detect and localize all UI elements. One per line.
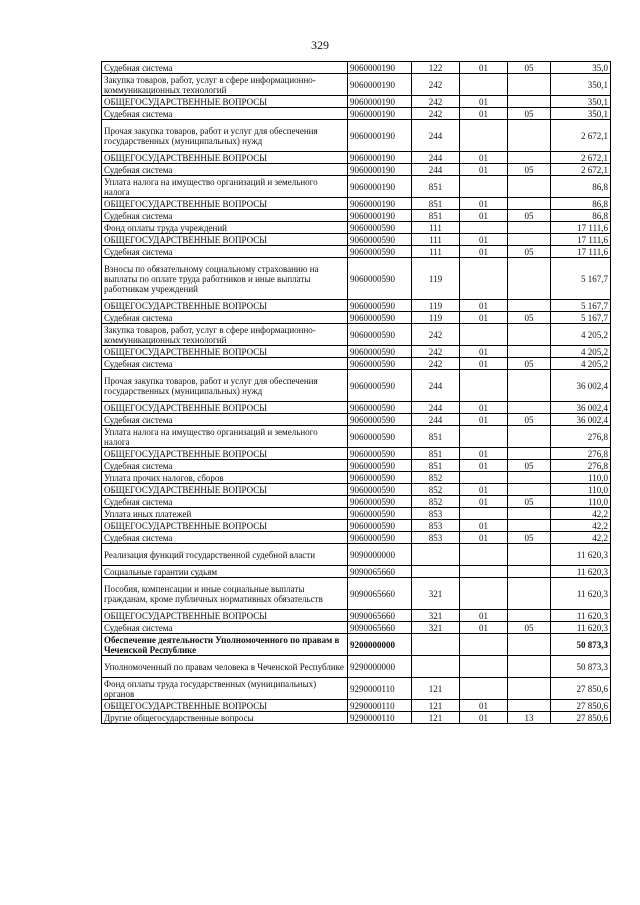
table-row bbox=[102, 610, 611, 622]
row-expense-type-cell: 321 bbox=[412, 610, 460, 622]
row-target-code-cell: 9060000190 bbox=[348, 62, 412, 74]
row-target-code-cell: 9090065660 bbox=[348, 578, 412, 610]
row-target-code-cell: 9060000190 bbox=[348, 120, 412, 152]
row-subsection-cell bbox=[508, 634, 551, 656]
table-row bbox=[102, 532, 611, 544]
row-amount-cell: 27 850,6 bbox=[551, 678, 611, 700]
row-expense-type-cell: 119 bbox=[412, 300, 460, 312]
row-target-code-cell: 9290000000 bbox=[348, 656, 412, 678]
row-section-cell: 01 bbox=[460, 234, 508, 246]
table-row bbox=[102, 448, 611, 460]
row-amount-cell: 2 672,1 bbox=[551, 164, 611, 176]
row-subsection-cell bbox=[508, 74, 551, 96]
row-name-cell: Судебная система bbox=[102, 164, 348, 176]
row-amount-cell: 86,8 bbox=[551, 176, 611, 198]
row-target-code-cell: 9060000190 bbox=[348, 164, 412, 176]
row-name-cell: ОБЩЕГОСУДАРСТВЕННЫЕ ВОПРОСЫ bbox=[102, 610, 348, 622]
table-row bbox=[102, 300, 611, 312]
row-expense-type-cell: 242 bbox=[412, 96, 460, 108]
table-row bbox=[102, 370, 611, 402]
row-section-cell: 01 bbox=[460, 622, 508, 634]
row-subsection-cell bbox=[508, 370, 551, 402]
row-subsection-cell: 05 bbox=[508, 460, 551, 472]
row-target-code-cell: 9060000590 bbox=[348, 370, 412, 402]
row-amount-cell: 110,0 bbox=[551, 496, 611, 508]
row-expense-type-cell: 244 bbox=[412, 414, 460, 426]
row-section-cell: 01 bbox=[460, 712, 508, 724]
row-amount-cell: 35,0 bbox=[551, 62, 611, 74]
row-target-code-cell: 9060000590 bbox=[348, 532, 412, 544]
row-expense-type-cell: 122 bbox=[412, 62, 460, 74]
row-section-cell: 01 bbox=[460, 460, 508, 472]
row-amount-cell: 11 620,3 bbox=[551, 622, 611, 634]
row-target-code-cell: 9060000590 bbox=[348, 346, 412, 358]
row-subsection-cell bbox=[508, 508, 551, 520]
table-row bbox=[102, 198, 611, 210]
row-subsection-cell bbox=[508, 448, 551, 460]
row-expense-type-cell: 111 bbox=[412, 222, 460, 234]
row-name-cell: Прочая закупка товаров, работ и услуг для обеспечения государственных (муниципальных) нужд bbox=[102, 370, 348, 402]
table-row bbox=[102, 544, 611, 566]
row-target-code-cell: 9060000190 bbox=[348, 198, 412, 210]
row-expense-type-cell: 242 bbox=[412, 74, 460, 96]
row-subsection-cell: 05 bbox=[508, 164, 551, 176]
row-expense-type-cell bbox=[412, 566, 460, 578]
row-name-cell: Судебная система bbox=[102, 532, 348, 544]
row-subsection-cell bbox=[508, 300, 551, 312]
row-target-code-cell: 9060000590 bbox=[348, 312, 412, 324]
row-target-code-cell: 9090065660 bbox=[348, 622, 412, 634]
row-section-cell: 01 bbox=[460, 62, 508, 74]
row-section-cell: 01 bbox=[460, 96, 508, 108]
table-row bbox=[102, 152, 611, 164]
row-subsection-cell bbox=[508, 222, 551, 234]
row-amount-cell: 110,0 bbox=[551, 484, 611, 496]
table-row bbox=[102, 472, 611, 484]
row-expense-type-cell: 851 bbox=[412, 210, 460, 222]
table-row bbox=[102, 496, 611, 508]
table-row bbox=[102, 210, 611, 222]
row-target-code-cell: 9060000590 bbox=[348, 448, 412, 460]
row-expense-type-cell: 111 bbox=[412, 246, 460, 258]
row-amount-cell: 17 111,6 bbox=[551, 222, 611, 234]
row-name-cell: Судебная система bbox=[102, 210, 348, 222]
row-section-cell: 01 bbox=[460, 300, 508, 312]
row-expense-type-cell: 853 bbox=[412, 520, 460, 532]
row-target-code-cell: 9200000000 bbox=[348, 634, 412, 656]
row-amount-cell: 5 167,7 bbox=[551, 312, 611, 324]
row-expense-type-cell: 851 bbox=[412, 426, 460, 448]
row-subsection-cell bbox=[508, 544, 551, 566]
row-subsection-cell bbox=[508, 152, 551, 164]
row-amount-cell: 276,8 bbox=[551, 460, 611, 472]
row-amount-cell: 11 620,3 bbox=[551, 566, 611, 578]
page-number: 329 bbox=[311, 38, 329, 52]
row-target-code-cell: 9090065660 bbox=[348, 610, 412, 622]
row-subsection-cell bbox=[508, 258, 551, 300]
row-name-cell: ОБЩЕГОСУДАРСТВЕННЫЕ ВОПРОСЫ bbox=[102, 234, 348, 246]
row-subsection-cell bbox=[508, 656, 551, 678]
row-subsection-cell: 05 bbox=[508, 532, 551, 544]
row-expense-type-cell: 851 bbox=[412, 176, 460, 198]
row-subsection-cell bbox=[508, 402, 551, 414]
row-section-cell bbox=[460, 566, 508, 578]
row-name-cell: ОБЩЕГОСУДАРСТВЕННЫЕ ВОПРОСЫ bbox=[102, 346, 348, 358]
table-row bbox=[102, 484, 611, 496]
row-target-code-cell: 9060000190 bbox=[348, 210, 412, 222]
table-row bbox=[102, 520, 611, 532]
row-expense-type-cell: 852 bbox=[412, 496, 460, 508]
table-row bbox=[102, 222, 611, 234]
row-name-cell: ОБЩЕГОСУДАРСТВЕННЫЕ ВОПРОСЫ bbox=[102, 448, 348, 460]
row-subsection-cell bbox=[508, 678, 551, 700]
row-name-cell: ОБЩЕГОСУДАРСТВЕННЫЕ ВОПРОСЫ bbox=[102, 484, 348, 496]
row-amount-cell: 5 167,7 bbox=[551, 300, 611, 312]
row-subsection-cell bbox=[508, 198, 551, 210]
row-subsection-cell: 05 bbox=[508, 496, 551, 508]
table-row bbox=[102, 164, 611, 176]
row-amount-cell: 2 672,1 bbox=[551, 120, 611, 152]
row-subsection-cell bbox=[508, 578, 551, 610]
row-expense-type-cell: 119 bbox=[412, 312, 460, 324]
row-subsection-cell: 05 bbox=[508, 358, 551, 370]
row-amount-cell: 350,1 bbox=[551, 96, 611, 108]
table-row bbox=[102, 312, 611, 324]
row-target-code-cell: 9290000110 bbox=[348, 712, 412, 724]
row-amount-cell: 50 873,3 bbox=[551, 656, 611, 678]
row-subsection-cell: 05 bbox=[508, 312, 551, 324]
row-subsection-cell bbox=[508, 484, 551, 496]
table-row bbox=[102, 258, 611, 300]
row-expense-type-cell: 853 bbox=[412, 508, 460, 520]
row-section-cell: 01 bbox=[460, 346, 508, 358]
table-row bbox=[102, 578, 611, 610]
table-row bbox=[102, 108, 611, 120]
row-subsection-cell bbox=[508, 520, 551, 532]
row-target-code-cell: 9290000110 bbox=[348, 678, 412, 700]
table-row bbox=[102, 700, 611, 712]
row-target-code-cell: 9060000590 bbox=[348, 484, 412, 496]
row-amount-cell: 17 111,6 bbox=[551, 246, 611, 258]
table-row bbox=[102, 234, 611, 246]
row-target-code-cell: 9060000590 bbox=[348, 426, 412, 448]
row-amount-cell: 276,8 bbox=[551, 448, 611, 460]
row-expense-type-cell bbox=[412, 656, 460, 678]
row-section-cell bbox=[460, 324, 508, 346]
table-row bbox=[102, 96, 611, 108]
row-name-cell: Пособия, компенсации и иные социальные выплаты гражданам, кроме публичных нормативных обязательств bbox=[102, 578, 348, 610]
row-subsection-cell: 05 bbox=[508, 210, 551, 222]
row-expense-type-cell: 121 bbox=[412, 712, 460, 724]
row-section-cell: 01 bbox=[460, 198, 508, 210]
row-target-code-cell: 9090000000 bbox=[348, 544, 412, 566]
row-subsection-cell: 13 bbox=[508, 712, 551, 724]
row-target-code-cell: 9060000190 bbox=[348, 176, 412, 198]
row-subsection-cell bbox=[508, 610, 551, 622]
row-amount-cell: 86,8 bbox=[551, 198, 611, 210]
row-expense-type-cell: 321 bbox=[412, 578, 460, 610]
row-section-cell bbox=[460, 472, 508, 484]
row-section-cell: 01 bbox=[460, 484, 508, 496]
row-name-cell: Социальные гарантии судьям bbox=[102, 566, 348, 578]
table-row bbox=[102, 324, 611, 346]
row-expense-type-cell bbox=[412, 634, 460, 656]
row-expense-type-cell: 321 bbox=[412, 622, 460, 634]
row-amount-cell: 11 620,3 bbox=[551, 544, 611, 566]
row-name-cell: Фонд оплаты труда учреждений bbox=[102, 222, 348, 234]
row-name-cell: Обеспечение деятельности Уполномоченного по правам в Чеченской Республике bbox=[102, 634, 348, 656]
row-subsection-cell bbox=[508, 566, 551, 578]
row-section-cell bbox=[460, 426, 508, 448]
row-name-cell: Судебная система bbox=[102, 496, 348, 508]
row-name-cell: Судебная система bbox=[102, 622, 348, 634]
row-name-cell: ОБЩЕГОСУДАРСТВЕННЫЕ ВОПРОСЫ bbox=[102, 402, 348, 414]
row-name-cell: Уплата прочих налогов, сборов bbox=[102, 472, 348, 484]
row-amount-cell: 42,2 bbox=[551, 508, 611, 520]
row-amount-cell: 17 111,6 bbox=[551, 234, 611, 246]
row-expense-type-cell: 242 bbox=[412, 324, 460, 346]
row-amount-cell: 27 850,6 bbox=[551, 712, 611, 724]
row-section-cell: 01 bbox=[460, 496, 508, 508]
row-target-code-cell: 9060000190 bbox=[348, 108, 412, 120]
row-target-code-cell: 9090065660 bbox=[348, 566, 412, 578]
row-section-cell bbox=[460, 544, 508, 566]
row-amount-cell: 27 850,6 bbox=[551, 700, 611, 712]
row-section-cell: 01 bbox=[460, 414, 508, 426]
table-row bbox=[102, 246, 611, 258]
row-expense-type-cell: 244 bbox=[412, 120, 460, 152]
table-row bbox=[102, 414, 611, 426]
row-subsection-cell: 05 bbox=[508, 108, 551, 120]
table-row bbox=[102, 566, 611, 578]
row-target-code-cell: 9060000590 bbox=[348, 246, 412, 258]
row-name-cell: Другие общегосударственные вопросы bbox=[102, 712, 348, 724]
row-name-cell: ОБЩЕГОСУДАРСТВЕННЫЕ ВОПРОСЫ bbox=[102, 300, 348, 312]
row-section-cell: 01 bbox=[460, 448, 508, 460]
row-expense-type-cell: 244 bbox=[412, 152, 460, 164]
row-expense-type-cell: 242 bbox=[412, 346, 460, 358]
row-expense-type-cell: 852 bbox=[412, 484, 460, 496]
row-section-cell bbox=[460, 370, 508, 402]
row-amount-cell: 36 002,4 bbox=[551, 414, 611, 426]
row-expense-type-cell: 851 bbox=[412, 198, 460, 210]
table-row bbox=[102, 402, 611, 414]
row-expense-type-cell: 242 bbox=[412, 358, 460, 370]
row-section-cell: 01 bbox=[460, 610, 508, 622]
row-name-cell: Уплата налога на имущество организаций и земельного налога bbox=[102, 426, 348, 448]
row-expense-type-cell: 119 bbox=[412, 258, 460, 300]
row-section-cell: 01 bbox=[460, 108, 508, 120]
row-name-cell: ОБЩЕГОСУДАРСТВЕННЫЕ ВОПРОСЫ bbox=[102, 520, 348, 532]
row-name-cell: Прочая закупка товаров, работ и услуг для обеспечения государственных (муниципальных) нужд bbox=[102, 120, 348, 152]
row-expense-type-cell: 853 bbox=[412, 532, 460, 544]
row-amount-cell: 2 672,1 bbox=[551, 152, 611, 164]
row-name-cell: Закупка товаров, работ, услуг в сфере информационно-коммуникационных технологий bbox=[102, 324, 348, 346]
row-subsection-cell bbox=[508, 176, 551, 198]
row-subsection-cell bbox=[508, 700, 551, 712]
row-amount-cell: 11 620,3 bbox=[551, 578, 611, 610]
row-section-cell: 01 bbox=[460, 700, 508, 712]
row-name-cell: Судебная система bbox=[102, 414, 348, 426]
row-target-code-cell: 9060000590 bbox=[348, 496, 412, 508]
row-amount-cell: 42,2 bbox=[551, 520, 611, 532]
table-row bbox=[102, 176, 611, 198]
row-expense-type-cell: 851 bbox=[412, 448, 460, 460]
row-name-cell: Фонд оплаты труда государственных (муниципальных) органов bbox=[102, 678, 348, 700]
row-name-cell: Судебная система bbox=[102, 460, 348, 472]
row-target-code-cell: 9060000190 bbox=[348, 96, 412, 108]
row-name-cell: ОБЩЕГОСУДАРСТВЕННЫЕ ВОПРОСЫ bbox=[102, 152, 348, 164]
row-amount-cell: 5 167,7 bbox=[551, 258, 611, 300]
row-subsection-cell: 05 bbox=[508, 246, 551, 258]
table-row bbox=[102, 634, 611, 656]
row-name-cell: Уполномоченный по правам человека в Чеченской Республике bbox=[102, 656, 348, 678]
row-expense-type-cell: 242 bbox=[412, 108, 460, 120]
row-expense-type-cell: 121 bbox=[412, 678, 460, 700]
row-section-cell bbox=[460, 222, 508, 234]
row-name-cell: Взносы по обязательному социальному страхованию на выплаты по оплате труда работников и иные выплаты работникам учреждений bbox=[102, 258, 348, 300]
row-expense-type-cell: 244 bbox=[412, 402, 460, 414]
row-name-cell: Закупка товаров, работ, услуг в сфере информационно-коммуникационных технологий bbox=[102, 74, 348, 96]
row-name-cell: ОБЩЕГОСУДАРСТВЕННЫЕ ВОПРОСЫ bbox=[102, 96, 348, 108]
row-section-cell bbox=[460, 656, 508, 678]
row-target-code-cell: 9060000590 bbox=[348, 460, 412, 472]
row-target-code-cell: 9060000590 bbox=[348, 402, 412, 414]
table-row bbox=[102, 358, 611, 370]
row-name-cell: ОБЩЕГОСУДАРСТВЕННЫЕ ВОПРОСЫ bbox=[102, 198, 348, 210]
row-expense-type-cell: 121 bbox=[412, 700, 460, 712]
row-expense-type-cell: 244 bbox=[412, 370, 460, 402]
row-expense-type-cell: 244 bbox=[412, 164, 460, 176]
row-name-cell: Судебная система bbox=[102, 108, 348, 120]
row-section-cell: 01 bbox=[460, 152, 508, 164]
row-target-code-cell: 9060000590 bbox=[348, 520, 412, 532]
table-row bbox=[102, 74, 611, 96]
row-target-code-cell: 9060000590 bbox=[348, 414, 412, 426]
row-name-cell: Судебная система bbox=[102, 62, 348, 74]
row-section-cell: 01 bbox=[460, 532, 508, 544]
budget-table bbox=[101, 61, 611, 724]
row-section-cell: 01 bbox=[460, 210, 508, 222]
table-row bbox=[102, 508, 611, 520]
row-subsection-cell: 05 bbox=[508, 62, 551, 74]
row-section-cell: 01 bbox=[460, 164, 508, 176]
row-section-cell: 01 bbox=[460, 520, 508, 532]
row-subsection-cell: 05 bbox=[508, 622, 551, 634]
row-target-code-cell: 9060000590 bbox=[348, 234, 412, 246]
row-expense-type-cell: 111 bbox=[412, 234, 460, 246]
row-subsection-cell: 05 bbox=[508, 414, 551, 426]
row-section-cell bbox=[460, 678, 508, 700]
row-target-code-cell: 9060000590 bbox=[348, 300, 412, 312]
row-amount-cell: 350,1 bbox=[551, 108, 611, 120]
row-subsection-cell bbox=[508, 234, 551, 246]
row-amount-cell: 86,8 bbox=[551, 210, 611, 222]
row-target-code-cell: 9060000590 bbox=[348, 222, 412, 234]
row-subsection-cell bbox=[508, 426, 551, 448]
row-amount-cell: 36 002,4 bbox=[551, 370, 611, 402]
row-section-cell: 01 bbox=[460, 358, 508, 370]
row-target-code-cell: 9060000590 bbox=[348, 508, 412, 520]
row-amount-cell: 4 205,2 bbox=[551, 358, 611, 370]
table-row bbox=[102, 712, 611, 724]
row-subsection-cell bbox=[508, 472, 551, 484]
row-name-cell: Судебная система bbox=[102, 358, 348, 370]
row-section-cell bbox=[460, 634, 508, 656]
table-row bbox=[102, 62, 611, 74]
budget-table-body bbox=[102, 62, 611, 724]
row-subsection-cell bbox=[508, 96, 551, 108]
row-expense-type-cell: 851 bbox=[412, 460, 460, 472]
row-expense-type-cell bbox=[412, 544, 460, 566]
row-target-code-cell: 9060000190 bbox=[348, 152, 412, 164]
table-row bbox=[102, 622, 611, 634]
row-section-cell bbox=[460, 578, 508, 610]
row-amount-cell: 4 205,2 bbox=[551, 324, 611, 346]
row-name-cell: ОБЩЕГОСУДАРСТВЕННЫЕ ВОПРОСЫ bbox=[102, 700, 348, 712]
row-amount-cell: 350,1 bbox=[551, 74, 611, 96]
table-row bbox=[102, 460, 611, 472]
row-amount-cell: 4 205,2 bbox=[551, 346, 611, 358]
table-row bbox=[102, 656, 611, 678]
row-amount-cell: 11 620,3 bbox=[551, 610, 611, 622]
row-section-cell: 01 bbox=[460, 312, 508, 324]
row-target-code-cell: 9060000590 bbox=[348, 472, 412, 484]
row-name-cell: Реализация функций государственной судебной власти bbox=[102, 544, 348, 566]
row-name-cell: Судебная система bbox=[102, 312, 348, 324]
table-row bbox=[102, 120, 611, 152]
row-name-cell: Уплата налога на имущество организаций и земельного налога bbox=[102, 176, 348, 198]
row-target-code-cell: 9060000590 bbox=[348, 258, 412, 300]
row-section-cell bbox=[460, 176, 508, 198]
row-name-cell: Судебная система bbox=[102, 246, 348, 258]
row-section-cell bbox=[460, 120, 508, 152]
row-subsection-cell bbox=[508, 346, 551, 358]
row-amount-cell: 36 002,4 bbox=[551, 402, 611, 414]
row-name-cell: Уплата иных платежей bbox=[102, 508, 348, 520]
row-expense-type-cell: 852 bbox=[412, 472, 460, 484]
row-target-code-cell: 9290000110 bbox=[348, 700, 412, 712]
row-amount-cell: 42,2 bbox=[551, 532, 611, 544]
table-row bbox=[102, 346, 611, 358]
row-amount-cell: 110,0 bbox=[551, 472, 611, 484]
table-row bbox=[102, 678, 611, 700]
row-section-cell: 01 bbox=[460, 246, 508, 258]
row-section-cell bbox=[460, 508, 508, 520]
row-target-code-cell: 9060000590 bbox=[348, 324, 412, 346]
row-target-code-cell: 9060000590 bbox=[348, 358, 412, 370]
row-subsection-cell bbox=[508, 324, 551, 346]
row-section-cell bbox=[460, 74, 508, 96]
row-target-code-cell: 9060000190 bbox=[348, 74, 412, 96]
row-subsection-cell bbox=[508, 120, 551, 152]
row-amount-cell: 50 873,3 bbox=[551, 634, 611, 656]
row-section-cell: 01 bbox=[460, 402, 508, 414]
table-row bbox=[102, 426, 611, 448]
row-section-cell bbox=[460, 258, 508, 300]
row-amount-cell: 276,8 bbox=[551, 426, 611, 448]
